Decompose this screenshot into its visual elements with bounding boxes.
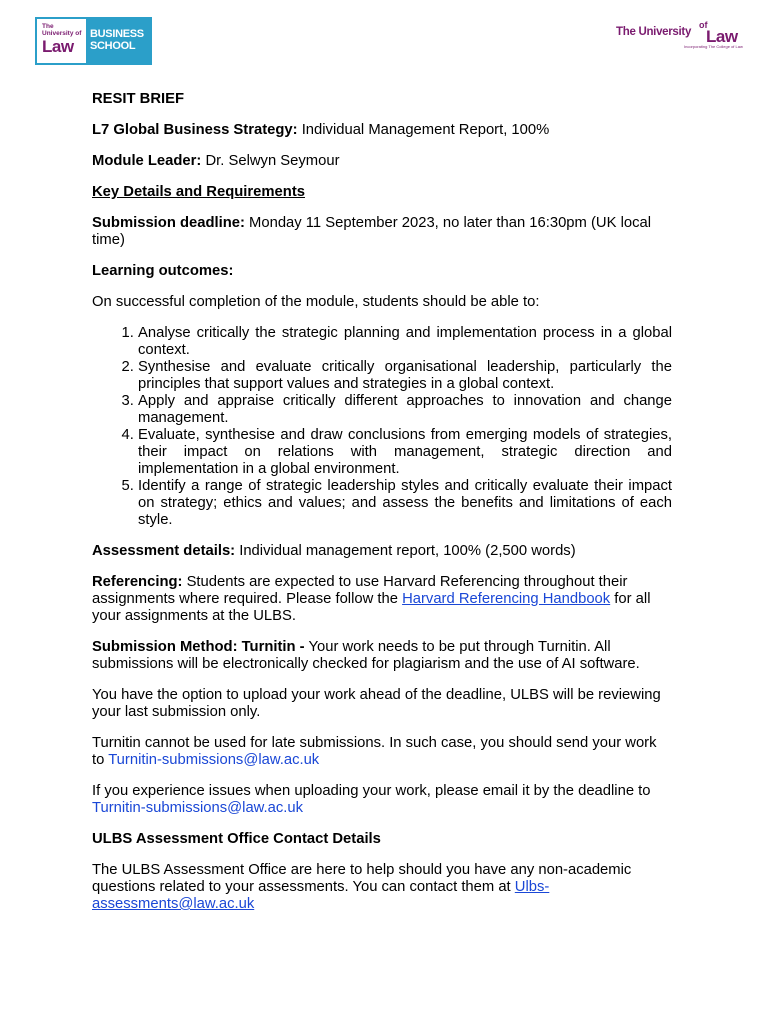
logo-text: University of — [42, 30, 82, 37]
leader-label: Module Leader: — [92, 153, 202, 169]
leader-line — [92, 153, 672, 170]
outcome-item: 2. Synthesise and evaluate critically organisational leadership, particularly the principles that support values and strategies in a global context. — [138, 359, 672, 393]
harvard-handbook-link[interactable]: Harvard Referencing Handbook — [402, 591, 611, 607]
outcome-item: 4. Evaluate, synthesise and draw conclusions from emerging models of strategies, their impact on relations with management, strategic direction and implementation in a global environment. — [138, 427, 672, 478]
ulbs-logo — [35, 17, 152, 65]
assessment-line — [92, 543, 672, 560]
module-label: L7 Global Business Strategy: — [92, 122, 298, 138]
turnitin-email-link[interactable]: Turnitin-submissions@law.ac.uk — [108, 752, 320, 768]
submission-paragraph — [92, 639, 672, 673]
logo-text: BUSINESS — [90, 28, 144, 40]
outcomes-heading: Learning outcomes: — [92, 263, 234, 279]
outcomes-intro: On successful completion of the module, students should be able to: — [92, 294, 540, 310]
outcome-item: 5. Identify a range of strategic leadership styles and critically evaluate their impact on strategy; ethics and values; and assess the benefits and limitations of each style. — [138, 478, 672, 529]
office-heading: ULBS Assessment Office Contact Details — [92, 831, 381, 847]
assessment-value: Individual management report, 100% (2,500 words) — [235, 543, 576, 559]
office-text: The ULBS Assessment Office are here to help should you have any non-academic questions related to your assessments. You can contact them at — [92, 862, 632, 895]
issues-text: If you experience issues when uploading your work, please email it by the deadline to — [92, 783, 651, 799]
deadline-line — [92, 215, 672, 249]
deadline-label: Submission deadline: — [92, 215, 245, 231]
assessment-office-email-link[interactable]: Ulbs-assessments@law.ac.uk — [92, 879, 550, 912]
leader-value: Dr. Selwyn Seymour — [201, 153, 340, 169]
logo-text: The University — [616, 26, 692, 38]
logo-text: The — [42, 23, 54, 30]
submission-label: Submission Method: Turnitin - — [92, 639, 305, 655]
logo-tagline: Incorporating The College of Law — [684, 44, 743, 49]
outcomes-list — [92, 325, 672, 529]
document-title: RESIT BRIEF — [92, 91, 185, 107]
upload-option-paragraph: You have the option to upload your work ahead of the deadline, ULBS will be reviewing your last submission only. — [92, 687, 661, 720]
submission-text: Your work needs to be put through Turnitin. All submissions will be electronically checked for plagiarism and the use of AI software. — [92, 639, 640, 672]
module-value: Individual Management Report, 100% — [297, 122, 550, 138]
referencing-label: Referencing: — [92, 574, 183, 590]
key-details-heading: Key Details and Requirements — [92, 184, 305, 200]
late-text: Turnitin cannot be used for late submissions. In such case, you should send your work to — [92, 735, 657, 768]
outcome-item: 3. Apply and appraise critically different approaches to innovation and change management. — [138, 393, 672, 427]
assessment-label: Assessment details: — [92, 543, 236, 559]
late-submission-paragraph — [92, 735, 672, 769]
logo-text: Law — [706, 27, 738, 46]
logo-text: SCHOOL — [90, 40, 136, 52]
logo-text: of — [699, 20, 708, 30]
outcome-item: 1. Analyse critically the strategic planning and implementation process in a global context. — [138, 325, 672, 359]
deadline-value: Monday 11 September 2023, no later than 16:30pm (UK local time) — [92, 215, 651, 248]
issues-paragraph — [92, 783, 672, 817]
module-line — [92, 122, 672, 139]
referencing-paragraph — [92, 574, 672, 625]
turnitin-email-link[interactable]: Turnitin-submissions@law.ac.uk — [92, 800, 304, 816]
university-of-law-logo — [616, 22, 746, 52]
office-paragraph — [92, 862, 672, 913]
referencing-text: Students are expected to use Harvard Referencing throughout their assignments where required. Please follow the — [92, 574, 628, 607]
referencing-text-end: for all your assignments at the ULBS. — [92, 591, 651, 624]
document-body — [92, 91, 672, 927]
logo-text: Law — [42, 37, 74, 56]
